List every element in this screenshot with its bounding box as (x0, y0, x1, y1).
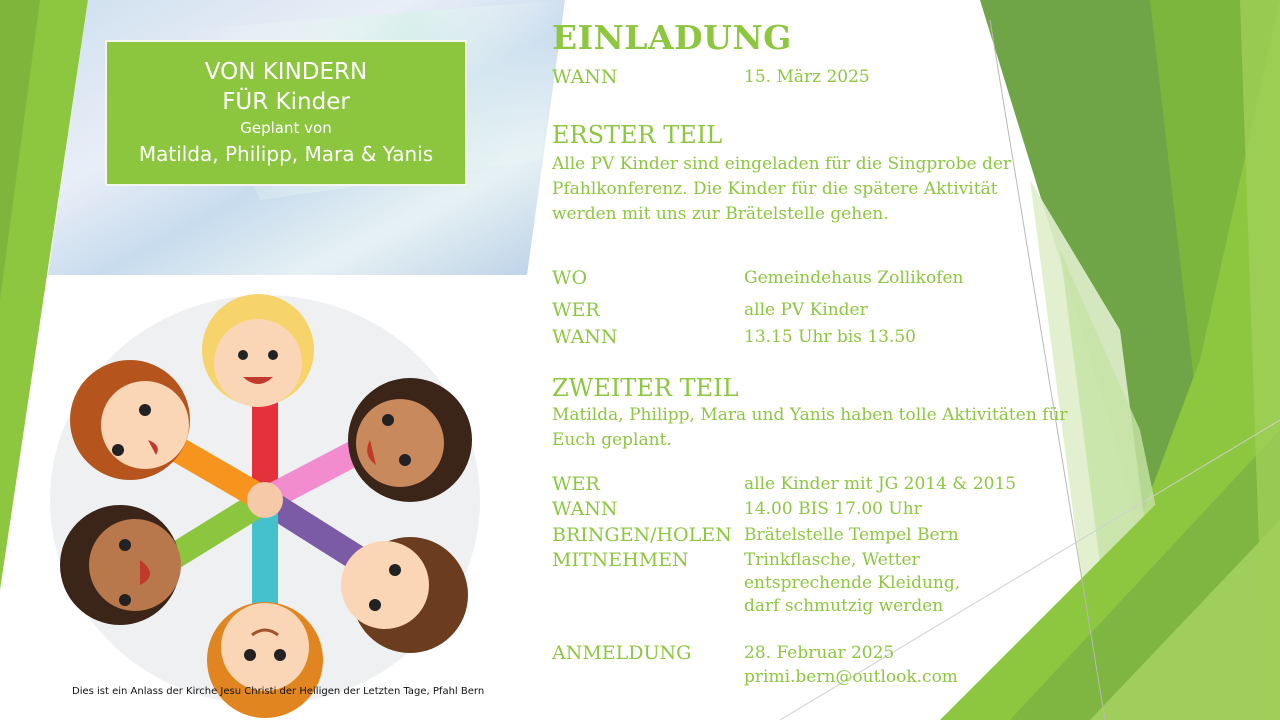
part1-row-label: WER (552, 299, 600, 321)
part1-row-value: 13.15 Uhr bis 13.50 (744, 327, 916, 347)
part2-row-value: 14.00 BIS 17.00 Uhr (744, 499, 922, 519)
part2-row-label: MITNEHMEN (552, 549, 689, 571)
page-title: EINLADUNG (552, 18, 792, 57)
part2-row-value: Trinkflasche, Wetter entsprechende Kleidung, darf schmutzig werden (744, 550, 961, 616)
organizers-banner (105, 40, 467, 186)
part2-row-value: Brätelstelle Tempel Bern (744, 525, 959, 545)
part1-text: Alle PV Kinder sind eingeladen für die Singprobe der Pfahlkonferenz. Die Kinder für die spätere Aktivität werden mit uns zur Brätelstelle gehen. (552, 154, 1012, 224)
part2-text: Matilda, Philipp, Mara und Yanis haben tolle Aktivitäten für Euch geplant. (552, 405, 1068, 450)
part1-row-value: alle PV Kinder (744, 300, 868, 320)
part1-row-label: WANN (552, 326, 618, 348)
intro-when-value: 15. März 2025 (744, 67, 870, 87)
part1-row-label: WO (552, 267, 588, 289)
part1-row-value: Gemeindehaus Zollikofen (744, 268, 964, 288)
part2-row-label: BRINGEN/HOLEN (552, 524, 732, 546)
part2-heading: ZWEITER TEIL (552, 374, 739, 402)
banner-line-3: Geplant von (240, 119, 332, 137)
banner-line-4: Matilda, Philipp, Mara & Yanis (138, 142, 434, 166)
part2-row-value: alle Kinder mit JG 2014 & 2015 (744, 474, 1017, 494)
part1-heading: ERSTER TEIL (552, 121, 723, 149)
banner-line-1: VON KINDERN (204, 59, 368, 85)
registration-label: ANMELDUNG (552, 642, 692, 664)
intro-when-label: WANN (552, 66, 618, 88)
part2-row-label: WER (552, 473, 600, 495)
part2-row-label: WANN (552, 498, 618, 520)
registration-date: 28. Februar 2025 (744, 643, 895, 663)
children-illustration (40, 275, 510, 720)
footer-note: Dies ist ein Anlass der Kirche Jesu Christi der Heiligen der Letzten Tage, Pfahl Bern (72, 686, 485, 697)
registration-email: primi.bern@outlook.com (744, 667, 958, 687)
banner-line-2: FÜR Kinder (222, 89, 350, 115)
